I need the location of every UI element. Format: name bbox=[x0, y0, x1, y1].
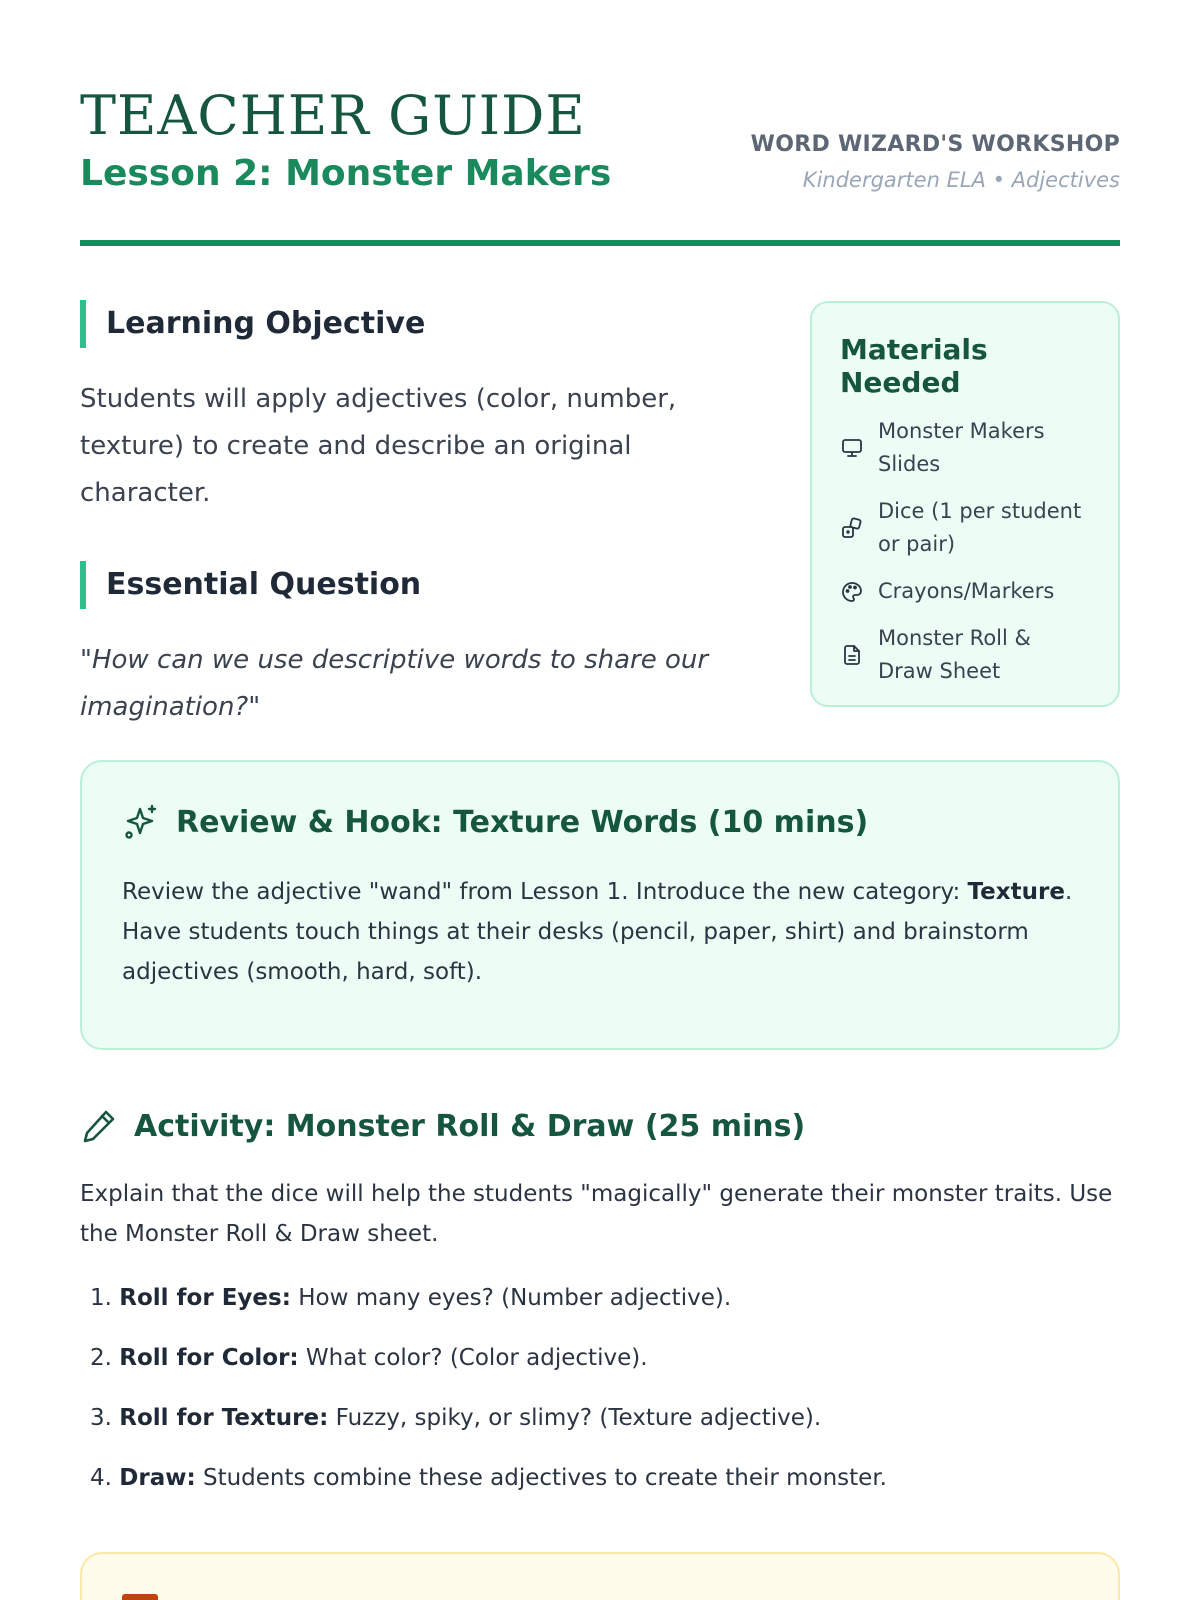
brand-subtitle: Kindergarten ELA • Adjectives bbox=[802, 168, 1120, 192]
material-label: Crayons/Markers bbox=[878, 579, 1055, 603]
objective-heading-text: Learning Objective bbox=[106, 306, 426, 341]
activity-heading bbox=[80, 1104, 1120, 1148]
question-heading-text: Essential Question bbox=[106, 567, 422, 602]
header-divider bbox=[80, 240, 1120, 246]
step-number: 3. bbox=[90, 1405, 112, 1431]
list-item bbox=[80, 1398, 1120, 1438]
step-text: What color? (Color adjective). bbox=[298, 1345, 648, 1371]
book-icon bbox=[122, 1594, 158, 1600]
material-item bbox=[840, 415, 1092, 481]
question-text: "How can we use descriptive words to share our imagination?" bbox=[80, 645, 709, 722]
document-icon bbox=[840, 643, 864, 667]
review-text-part: Review the adjective "wand" from Lesson 1. Introduce the new category: bbox=[122, 879, 968, 905]
materials-card bbox=[810, 301, 1120, 707]
review-hook-card bbox=[80, 760, 1120, 1050]
list-item bbox=[80, 1338, 1120, 1378]
page-title: TEACHER GUIDE bbox=[80, 84, 586, 147]
step-label: Roll for Texture: bbox=[119, 1405, 329, 1431]
step-number: 1. bbox=[90, 1285, 112, 1311]
review-heading bbox=[122, 800, 1078, 844]
brand-name: WORD WIZARD'S WORKSHOP bbox=[750, 132, 1120, 157]
activity-heading-text: Activity: Monster Roll & Draw (25 mins) bbox=[134, 1108, 806, 1144]
material-item bbox=[840, 622, 1092, 688]
activity-steps bbox=[80, 1278, 1120, 1498]
objective-column bbox=[80, 300, 740, 731]
step-number: 2. bbox=[90, 1345, 112, 1371]
monitor-icon bbox=[840, 436, 864, 460]
step-text: Students combine these adjectives to create their monster. bbox=[195, 1465, 887, 1491]
sparkles-icon bbox=[122, 803, 160, 841]
material-label: Dice (1 per student or pair) bbox=[878, 499, 1082, 556]
step-label: Roll for Eyes: bbox=[119, 1285, 291, 1311]
review-text-part: . Have students touch things at their desks (pencil, paper, shirt) and brainstorm adjectives (smooth, hard, soft). bbox=[122, 879, 1073, 985]
step-label: Roll for Color: bbox=[119, 1345, 299, 1371]
pencil-icon bbox=[80, 1107, 118, 1145]
palette-icon bbox=[840, 580, 864, 604]
activity-text: Explain that the dice will help the students "magically" generate their monster traits. Use the Monster Roll & Draw sheet. bbox=[80, 1181, 1113, 1247]
activity-section bbox=[80, 1104, 1120, 1518]
step-text: Fuzzy, spiky, or slimy? (Texture adjective). bbox=[328, 1405, 822, 1431]
review-heading-text: Review & Hook: Texture Words (10 mins) bbox=[176, 804, 869, 840]
lesson-title: Lesson 2: Monster Makers bbox=[80, 153, 612, 194]
step-label: Draw: bbox=[119, 1465, 196, 1491]
dice-icon bbox=[840, 516, 864, 540]
material-label: Monster Roll & Draw Sheet bbox=[878, 626, 1031, 683]
list-item bbox=[80, 1458, 1120, 1498]
notes-card bbox=[80, 1552, 1120, 1600]
accent-bar bbox=[80, 561, 86, 609]
material-item bbox=[840, 575, 1092, 608]
step-text: How many eyes? (Number adjective). bbox=[290, 1285, 732, 1311]
materials-heading: Materials Needed bbox=[840, 333, 988, 399]
review-text bbox=[122, 872, 1078, 992]
list-item bbox=[80, 1278, 1120, 1318]
header bbox=[80, 84, 1120, 244]
review-text-bold: Texture bbox=[967, 879, 1065, 905]
step-number: 4. bbox=[90, 1465, 112, 1491]
objective-text: Students will apply adjectives (color, number, texture) to create and describe an original character. bbox=[80, 384, 677, 508]
accent-bar bbox=[80, 300, 86, 348]
objective-heading bbox=[80, 300, 740, 348]
question-heading bbox=[80, 561, 740, 609]
material-label: Monster Makers Slides bbox=[878, 419, 1045, 476]
material-item bbox=[840, 495, 1092, 561]
